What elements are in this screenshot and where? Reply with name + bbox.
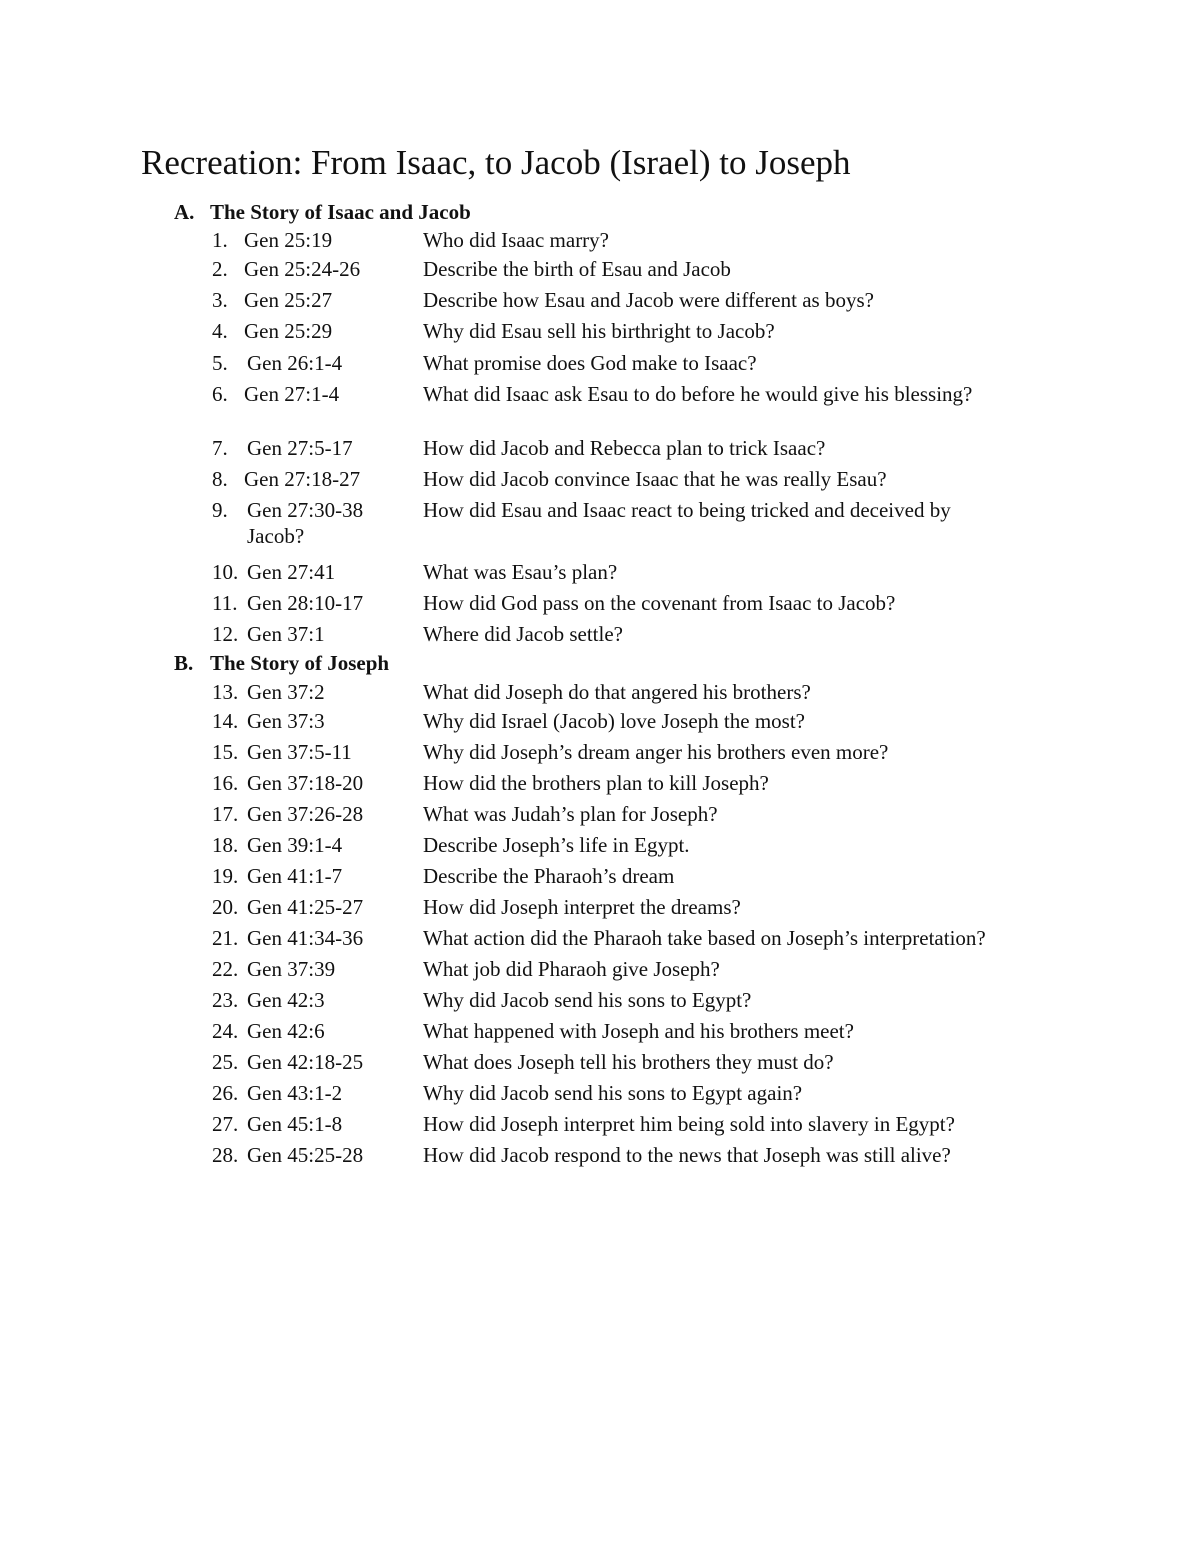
section-heading-b <box>174 650 389 676</box>
question-text: What action did the Pharaoh take based on Joseph’s interpretation? <box>423 926 986 950</box>
scripture-reference: Gen 26:1-4 <box>247 351 343 375</box>
question-text: Who did Isaac marry? <box>423 228 609 252</box>
scripture-reference: Gen 25:24-26 <box>244 257 361 281</box>
scripture-reference: Gen 43:1-2 <box>247 1081 343 1105</box>
item-number: 14. <box>212 709 239 733</box>
question-text: Describe the birth of Esau and Jacob <box>423 257 731 281</box>
scripture-reference: Gen 37:26-28 <box>247 802 364 826</box>
section-letter: B. <box>174 651 194 675</box>
item-number: 7. <box>212 436 228 460</box>
scripture-reference: Gen 28:10-17 <box>247 591 364 615</box>
item-number: 5. <box>212 351 228 375</box>
item-number: 18. <box>212 833 239 857</box>
scripture-reference: Gen 27:30-38 <box>247 498 364 522</box>
question-text: How did the brothers plan to kill Joseph? <box>423 771 769 795</box>
scripture-reference: Gen 42:6 <box>247 1019 325 1043</box>
question-text: What job did Pharaoh give Joseph? <box>423 957 720 981</box>
scripture-reference: Gen 41:25-27 <box>247 895 364 919</box>
question-text: Why did Israel (Jacob) love Joseph the most? <box>423 709 805 733</box>
question-text: Why did Esau sell his birthright to Jacob? <box>423 319 775 343</box>
item-number: 6. <box>212 382 228 406</box>
item-number: 11. <box>212 591 238 615</box>
question-text: How did Joseph interpret him being sold into slavery in Egypt? <box>423 1112 955 1136</box>
item-number: 4. <box>212 319 228 343</box>
item-number: 17. <box>212 802 239 826</box>
item-number: 22. <box>212 957 239 981</box>
scripture-reference: Gen 37:5-11 <box>247 740 352 764</box>
question-text: How did Joseph interpret the dreams? <box>423 895 741 919</box>
section-title: The Story of Isaac and Jacob <box>210 200 471 224</box>
item-number: 24. <box>212 1019 239 1043</box>
question-text: How did Jacob convince Isaac that he was really Esau? <box>423 467 887 491</box>
item-number: 3. <box>212 288 228 312</box>
scripture-reference: Gen 39:1-4 <box>247 833 343 857</box>
question-text: Why did Jacob send his sons to Egypt again? <box>423 1081 803 1105</box>
scripture-reference: Gen 25:27 <box>244 288 333 312</box>
item-number: 1. <box>212 228 228 252</box>
scripture-reference: Gen 27:18-27 <box>244 467 361 491</box>
item-number: 10. <box>212 560 239 584</box>
item-number: 19. <box>212 864 239 888</box>
item-number: 8. <box>212 467 228 491</box>
item-number: 12. <box>212 622 239 646</box>
question-text: Why did Joseph’s dream anger his brothers even more? <box>423 740 889 764</box>
section-heading-a <box>174 199 471 225</box>
item-number: 23. <box>212 988 239 1012</box>
question-text: How did Jacob respond to the news that Joseph was still alive? <box>423 1143 951 1167</box>
item-number: 16. <box>212 771 239 795</box>
question-text: What was Esau’s plan? <box>423 560 618 584</box>
item-number: 26. <box>212 1081 239 1105</box>
question-text: What was Judah’s plan for Joseph? <box>423 802 718 826</box>
item-number: 28. <box>212 1143 239 1167</box>
scripture-reference: Gen 37:1 <box>247 622 325 646</box>
item-number: 20. <box>212 895 239 919</box>
scripture-reference: Gen 27:1-4 <box>244 382 340 406</box>
item-number: 15. <box>212 740 239 764</box>
question-text: What promise does God make to Isaac? <box>423 351 757 375</box>
scripture-reference-continuation: Jacob? <box>247 524 305 548</box>
scripture-reference: Gen 41:1-7 <box>247 864 343 888</box>
question-text: How did God pass on the covenant from Isaac to Jacob? <box>423 591 896 615</box>
section-title: The Story of Joseph <box>210 651 390 675</box>
question-text: How did Esau and Isaac react to being tricked and deceived by <box>423 498 951 522</box>
question-text: Describe the Pharaoh’s dream <box>423 864 675 888</box>
scripture-reference: Gen 45:25-28 <box>247 1143 364 1167</box>
scripture-reference: Gen 25:19 <box>244 228 333 252</box>
item-number: 13. <box>212 680 239 704</box>
question-text: What does Joseph tell his brothers they must do? <box>423 1050 834 1074</box>
scripture-reference: Gen 42:18-25 <box>247 1050 364 1074</box>
question-text: Where did Jacob settle? <box>423 622 623 646</box>
item-number: 9. <box>212 498 228 522</box>
section-letter: A. <box>174 200 195 224</box>
question-text: What did Isaac ask Esau to do before he would give his blessing? <box>423 382 973 406</box>
scripture-reference: Gen 42:3 <box>247 988 325 1012</box>
item-number: 21. <box>212 926 239 950</box>
item-number: 2. <box>212 257 228 281</box>
question-text: How did Jacob and Rebecca plan to trick Isaac? <box>423 436 826 460</box>
scripture-reference: Gen 25:29 <box>244 319 333 343</box>
document-title: Recreation: From Isaac, to Jacob (Israel) to Joseph <box>141 143 851 182</box>
scripture-reference: Gen 45:1-8 <box>247 1112 343 1136</box>
scripture-reference: Gen 37:3 <box>247 709 325 733</box>
scripture-reference: Gen 41:34-36 <box>247 926 364 950</box>
scripture-reference: Gen 37:2 <box>247 680 325 704</box>
question-text: What did Joseph do that angered his brothers? <box>423 680 811 704</box>
item-number: 25. <box>212 1050 239 1074</box>
question-text: Describe Joseph’s life in Egypt. <box>423 833 690 857</box>
question-text: Why did Jacob send his sons to Egypt? <box>423 988 752 1012</box>
scripture-reference: Gen 27:41 <box>247 560 336 584</box>
scripture-reference: Gen 27:5-17 <box>247 436 353 460</box>
question-text: Describe how Esau and Jacob were different as boys? <box>423 288 874 312</box>
scripture-reference: Gen 37:18-20 <box>247 771 364 795</box>
question-text: What happened with Joseph and his brothers meet? <box>423 1019 854 1043</box>
item-number: 27. <box>212 1112 239 1136</box>
scripture-reference: Gen 37:39 <box>247 957 336 981</box>
